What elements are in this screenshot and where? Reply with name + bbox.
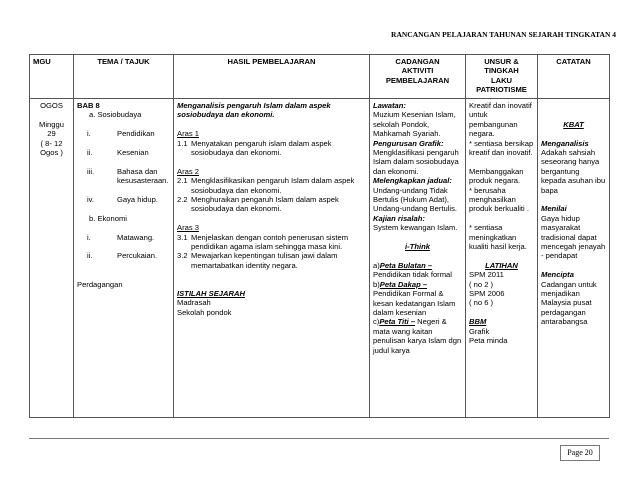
col-header-cadangan bbox=[370, 55, 466, 99]
peta-prefix: a) bbox=[373, 260, 380, 270]
spm-item: SPM 2011 bbox=[469, 270, 504, 280]
mencipta-label: Mencipta bbox=[541, 270, 574, 280]
list-item-text: Percukaian. bbox=[117, 251, 158, 261]
outcome-item bbox=[177, 139, 366, 158]
subtopic-a: a. Sosiobudaya bbox=[89, 110, 142, 120]
list-item-text: Matawang. bbox=[117, 232, 155, 242]
lawatan-text: Muzium Kesenian Islam, sekolah Pondok, Mahkamah Syariah. bbox=[373, 110, 456, 139]
aras-1-title: Aras 1 bbox=[177, 129, 199, 139]
bbm-item: Peta minda bbox=[469, 336, 508, 346]
peta-dakap-text: Pendidikan Formal & kesan kedatangan Islam dalam kesenian bbox=[373, 289, 456, 317]
list-item bbox=[77, 129, 170, 138]
col-header-cadangan-line: CADANGAN bbox=[395, 57, 440, 66]
cell-unsur bbox=[466, 99, 538, 418]
list-item-number: ii. bbox=[87, 148, 93, 157]
spm-item: ( no 2 ) bbox=[469, 279, 494, 289]
list-item-number: iii. bbox=[87, 166, 95, 176]
subtopic-b: b. Ekonomi bbox=[89, 213, 127, 223]
outcome-text: Menghuraikan pengaruh Islam dalam aspek sosiobudaya dan ekonomi. bbox=[191, 195, 339, 214]
list-item bbox=[77, 148, 170, 157]
unsur-text: * sentiasa meningkatkan kualiti hasil kerja. bbox=[469, 223, 527, 252]
lesson-plan-table bbox=[29, 54, 610, 418]
page-number: Page 20 bbox=[560, 445, 600, 461]
unsur-text: Kreatif dan inovatif untuk pembangunan negara. bbox=[469, 101, 532, 139]
list-item bbox=[77, 167, 170, 186]
col-header-unsur-line: TINGKAH bbox=[484, 66, 519, 76]
outcome-item bbox=[177, 176, 366, 195]
cell-hasil bbox=[174, 99, 370, 418]
outcome-number: 3.2 bbox=[177, 251, 188, 261]
col-header-cadangan-line: AKTIVITI bbox=[401, 66, 434, 76]
unsur-text: * sentiasa bersikap kreatif dan inovatif. bbox=[469, 138, 534, 158]
subtopic-perdagangan: Perdagangan bbox=[77, 279, 123, 289]
col-header-cadangan-line: PEMBELAJARAN bbox=[385, 75, 450, 85]
outcome-text: Menyatakan pengaruh islam dalam aspek sosiobudaya dan ekonomi. bbox=[191, 138, 332, 158]
bbm-item: Grafik bbox=[469, 326, 490, 336]
istilah-item: Sekolah pondok bbox=[177, 307, 232, 317]
grafik-label: Pengurusan Grafik: bbox=[373, 138, 444, 148]
col-header-hasil: HASIL PEMBELAJARAN bbox=[174, 55, 370, 99]
jadual-text: Undang-undang Tidak Bertulis (Hukum Adat), Undang-undang Bertulis. bbox=[373, 185, 458, 214]
chapter-title: BAB 8 bbox=[77, 101, 100, 110]
spm-item: ( no 6 ) bbox=[469, 298, 494, 308]
col-header-tema: TEMA / TAJUK bbox=[74, 55, 174, 99]
outcome-text: Menjelaskan dengan contoh penerusan sistem pendidikan agama islam sehingga masa kini. bbox=[191, 232, 349, 252]
peta-bulatan-text: Pendidikan tidak formal bbox=[373, 270, 452, 280]
list-item-text: Bahasa dan kesusasteraan. bbox=[117, 166, 169, 186]
learning-outcome-intro: Menganalisis pengaruh Islam dalam aspek sosiobudaya dan ekonomi. bbox=[177, 101, 331, 120]
list-item bbox=[77, 251, 170, 260]
list-item-number: ii. bbox=[87, 251, 93, 261]
table-header-row bbox=[30, 55, 610, 99]
col-header-unsur-line: PATRIOTISME bbox=[476, 85, 527, 95]
outcome-text: Mengklasifikasikan pengaruh Islam dalam aspek sosiobudaya dan ekonomi. bbox=[191, 176, 355, 195]
mgu-label: Minggu bbox=[39, 119, 64, 129]
istilah-title: ISTILAH SEJARAH bbox=[177, 289, 245, 299]
kbat-title: KBAT bbox=[563, 119, 584, 129]
peta-dakap-label: Peta Dakap – bbox=[379, 279, 428, 289]
menilai-label: Menilai bbox=[541, 204, 567, 214]
peta-bulatan bbox=[373, 261, 462, 270]
mgu-month: OGOS bbox=[40, 101, 63, 110]
ithink-title: i-Think bbox=[405, 242, 430, 252]
mencipta-text: Cadangan untuk menjadikan Malaysia pusat perdagangan antarabangsa bbox=[541, 279, 597, 327]
cell-catatan bbox=[538, 99, 610, 418]
list-item-number: i. bbox=[87, 232, 91, 242]
col-header-catatan: CATATAN bbox=[538, 55, 610, 99]
peta-titi-text: Negeri & mata wang kaitan penulisan karya Islam dgn judul karya bbox=[373, 317, 462, 355]
col-header-unsur bbox=[466, 55, 538, 99]
outcome-number: 3.1 bbox=[177, 232, 188, 242]
aras-3-title: Aras 3 bbox=[177, 223, 199, 233]
menilai-text: Gaya hidup masyarakat tradisional dapat mencegah jenayah - pendapat bbox=[541, 213, 606, 261]
latihan-title: LATIHAN bbox=[485, 260, 518, 270]
menganalisis-text: Adakah sahsiah seseorang hanya bergantung kepada asuhan ibu bapa bbox=[541, 147, 606, 195]
lawatan-label: Lawatan: bbox=[373, 101, 406, 110]
unsur-text: * berusaha menghasilkan produk berkualiti . bbox=[469, 185, 529, 214]
peta-titi bbox=[373, 317, 462, 355]
peta-dakap bbox=[373, 280, 462, 289]
cell-mgu bbox=[30, 99, 74, 418]
peta-titi-label: Peta Titi – bbox=[379, 317, 416, 327]
menganalisis-label: Menganalisis bbox=[541, 138, 589, 148]
col-header-unsur-line: LAKU bbox=[490, 75, 513, 85]
list-item-text: Pendidikan bbox=[117, 129, 155, 139]
col-header-unsur-line: UNSUR & bbox=[484, 57, 519, 66]
list-item-number: iv. bbox=[87, 195, 95, 204]
outcome-number: 2.1 bbox=[177, 176, 188, 186]
spm-item: SPM 2006 bbox=[469, 289, 505, 299]
outcome-item bbox=[177, 195, 366, 214]
outcome-item bbox=[177, 233, 366, 252]
list-item-text: Gaya hidup. bbox=[117, 195, 158, 204]
mgu-week: 29 bbox=[47, 129, 56, 139]
outcome-item bbox=[177, 251, 366, 270]
list-item-number: i. bbox=[87, 129, 91, 139]
peta-bulatan-label: Peta Bulatan – bbox=[379, 260, 433, 270]
bbm-title: BBM bbox=[469, 317, 487, 327]
cell-cadangan bbox=[370, 99, 466, 418]
list-item-text: Kesenian bbox=[117, 148, 149, 157]
peta-prefix: b) bbox=[373, 279, 380, 289]
kajian-text: System kewangan Islam. bbox=[373, 223, 458, 233]
table-row bbox=[30, 99, 610, 418]
document-header-title: RANCANGAN PELAJARAN TAHUNAN SEJARAH TINGKATAN 4 bbox=[391, 30, 616, 39]
peta-prefix: c) bbox=[373, 317, 380, 327]
istilah-item: Madrasah bbox=[177, 298, 211, 308]
outcome-text: Mewajarkan kepentingan tulisan jawi dalam memartabatkan identity negara. bbox=[191, 251, 338, 270]
list-item bbox=[77, 195, 170, 204]
col-header-mgu: MGU bbox=[30, 55, 74, 99]
mgu-range: ( 8- 12 bbox=[40, 138, 63, 148]
cell-tema bbox=[74, 99, 174, 418]
aras-2-title: Aras 2 bbox=[177, 166, 199, 176]
list-item bbox=[77, 233, 170, 242]
outcome-number: 2.2 bbox=[177, 195, 188, 205]
jadual-label: Melengkapkan jadual: bbox=[373, 176, 452, 186]
kajian-label: Kajian risalah: bbox=[373, 213, 425, 223]
unsur-text: Membanggakan produk negara. bbox=[469, 166, 524, 186]
outcome-number: 1.1 bbox=[177, 138, 188, 148]
grafik-text: Mengklasifikasi pengaruh Islam dalam sosiobudaya dan ekonomi. bbox=[373, 148, 459, 176]
mgu-range: Ogos ) bbox=[40, 148, 63, 158]
footer-divider bbox=[29, 438, 609, 439]
